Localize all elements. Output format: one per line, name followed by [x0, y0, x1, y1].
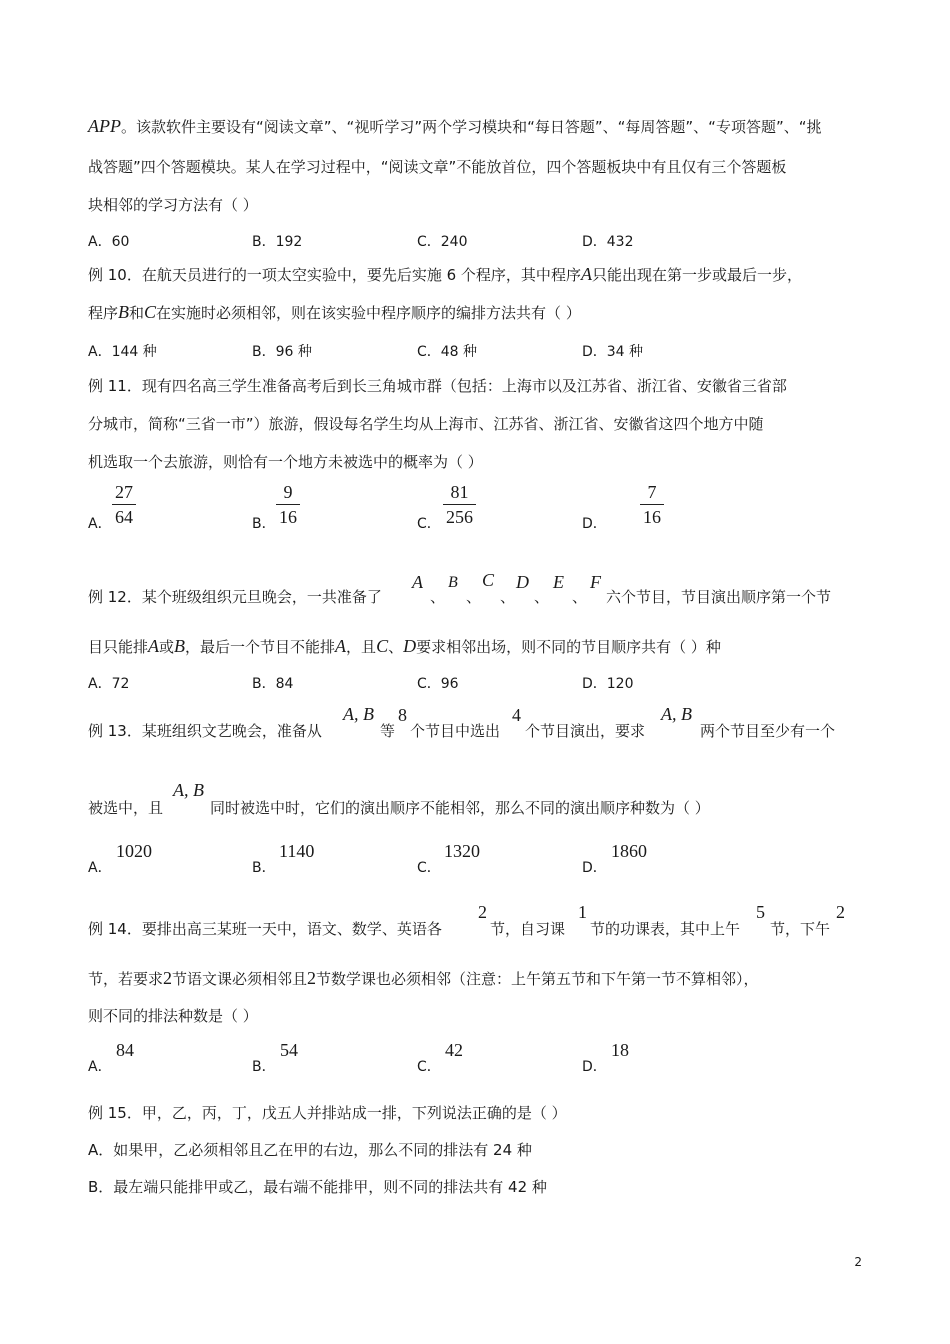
q15-option-b: B．最左端只能排甲或乙，最右端不能排甲，则不同的排法共有 42 种	[88, 1178, 547, 1196]
q10-option-a: A．144 种	[88, 344, 157, 360]
q9-option-d: D．432	[582, 234, 634, 250]
q12-option-a: A．72	[88, 676, 130, 692]
q12-line1-tail: 六个节目，节目演出顺序第一个节	[606, 588, 832, 606]
q10-line2: 程序B和C在实施时必须相邻，则在该实验中程序顺序的编排方法共有（ ）	[88, 302, 581, 322]
q11-option-c-label: C．	[417, 516, 441, 532]
q11-option-d-fraction: 7 16	[640, 482, 664, 528]
q13-line1-lead: 例 13．某班组织文艺晚会，准备从	[88, 722, 322, 740]
q13-ab-3: A, B	[173, 780, 204, 800]
q14-option-b-value: 54	[280, 1040, 298, 1060]
q12-line1-lead: 例 12．某个班级组织元旦晚会，一共准备了	[88, 588, 382, 606]
q11-option-d-label: D．	[582, 516, 607, 532]
q12-option-c: C．96	[417, 676, 459, 692]
q13-n4: 4	[512, 705, 521, 725]
q14-n5: 5	[756, 902, 765, 922]
q13-p4: 个节目演出，要求	[525, 722, 646, 740]
q9-option-c: C．240	[417, 234, 468, 250]
q14-n2a: 2	[478, 902, 487, 922]
q14-option-a-value: 84	[116, 1040, 134, 1060]
q11-option-b-label: B．	[252, 516, 276, 532]
q13-p3: 个节目中选出	[410, 722, 501, 740]
q13-line2-lead: 被选中，且	[88, 799, 164, 817]
q9-option-b: B．192	[252, 234, 303, 250]
q12-sep-1: 、	[430, 588, 446, 606]
q12-var-c: C	[482, 570, 495, 590]
q13-option-d-value: 1860	[611, 841, 647, 861]
q12-var-b: B	[448, 574, 458, 591]
q13-deng: 等	[380, 722, 396, 740]
q12-var-f: F	[590, 572, 601, 592]
q14-option-c-value: 42	[445, 1040, 463, 1060]
q12-line2: 目只能排A或B，最后一个节目不能排A，且C、D要求相邻出场，则不同的节目顺序共有（ ）种	[88, 636, 721, 656]
q13-option-c-value: 1320	[444, 841, 480, 861]
q14-option-d-value: 18	[611, 1040, 629, 1060]
q14-p4: 节，下午	[770, 920, 831, 938]
q14-option-d-label: D．	[582, 1059, 607, 1075]
q12-var-e: E	[553, 572, 564, 592]
q13-option-c-label: C．	[417, 860, 441, 876]
q14-line2: 节，若要求2节语文课必须相邻且2节数学课也必须相邻（注意：上午第五节和下午第一节不算相邻），	[88, 968, 759, 988]
q9-line3: 块相邻的学习方法有（ ）	[88, 196, 258, 214]
q14-line3: 则不同的排法种数是（ ）	[88, 1007, 258, 1025]
q12-var-a: A	[412, 572, 423, 592]
q11-option-b-fraction: 9 16	[276, 482, 300, 528]
q13-option-a-label: A．	[88, 860, 112, 876]
q11-option-c-fraction: 81 256	[443, 482, 476, 528]
q14-p3: 节的功课表，其中上午	[590, 920, 741, 938]
q10-option-d: D．34 种	[582, 344, 644, 360]
q14-p2: 节，自习课	[490, 920, 566, 938]
q9-option-a: A．60	[88, 234, 130, 250]
q14-option-c-label: C．	[417, 1059, 441, 1075]
q12-sep-5: 、	[572, 588, 588, 606]
q11-option-a-label: A．	[88, 516, 112, 532]
q11-option-a-fraction: 27 64	[112, 482, 136, 528]
math-app: APP	[88, 116, 121, 136]
q13-line2-tail: 同时被选中时，它们的演出顺序不能相邻，那么不同的演出顺序种数为（ ）	[210, 799, 710, 817]
page-number: 2	[854, 1255, 862, 1269]
q13-option-b-value: 1140	[279, 841, 315, 861]
q12-sep-3: 、	[500, 588, 516, 606]
q10-option-b: B．96 种	[252, 344, 312, 360]
q13-option-d-label: D．	[582, 860, 607, 876]
q13-n8: 8	[398, 705, 407, 725]
q15-line1: 例 15．甲，乙，丙，丁，戊五人并排站成一排，下列说法正确的是（ ）	[88, 1104, 567, 1122]
q11-line3: 机选取一个去旅游，则恰有一个地方未被选中的概率为（ ）	[88, 453, 483, 471]
q13-option-b-label: B．	[252, 860, 276, 876]
q9-line2: 战答题”四个答题模块。某人在学习过程中，“阅读文章”不能放首位，四个答题板块中有且仅有三个答题板	[88, 158, 787, 176]
q13-ab-2: A, B	[661, 704, 692, 724]
q14-option-a-label: A．	[88, 1059, 112, 1075]
q13-p5: 两个节目至少有一个	[700, 722, 836, 740]
q11-line1: 例 11．现有四名高三学生准备高考后到长三角城市群（包括：上海市以及江苏省、浙江省、安徽省三省部	[88, 377, 787, 395]
q14-line1-lead: 例 14．要排出高三某班一天中，语文、数学、英语各	[88, 920, 442, 938]
q12-sep-2: 、	[466, 588, 482, 606]
q14-n1: 1	[578, 902, 587, 922]
q9-line1: APP。该款软件主要设有“阅读文章”、“视听学习”两个学习模块和“每日答题”、“每周答题”、“专项答题”、“挑	[88, 116, 822, 136]
q10-option-c: C．48 种	[417, 344, 478, 360]
q10-line1: 例 10．在航天员进行的一项太空实验中，要先后实施 6 个程序，其中程序A只能出现在第一步或最后一步，	[88, 264, 802, 284]
q12-option-d: D．120	[582, 676, 634, 692]
q12-option-b: B．84	[252, 676, 294, 692]
q15-option-a: A．如果甲，乙必须相邻且乙在甲的右边，那么不同的排法有 24 种	[88, 1141, 532, 1159]
q13-ab-1: A, B	[343, 704, 374, 724]
q14-option-b-label: B．	[252, 1059, 276, 1075]
q13-option-a-value: 1020	[116, 841, 152, 861]
q12-sep-4: 、	[534, 588, 550, 606]
q12-var-d: D	[516, 572, 529, 592]
q14-n2b: 2	[836, 902, 845, 922]
q11-line2: 分城市，简称“三省一市”）旅游，假设每名学生均从上海市、江苏省、浙江省、安徽省这四个地方中随	[88, 415, 764, 433]
